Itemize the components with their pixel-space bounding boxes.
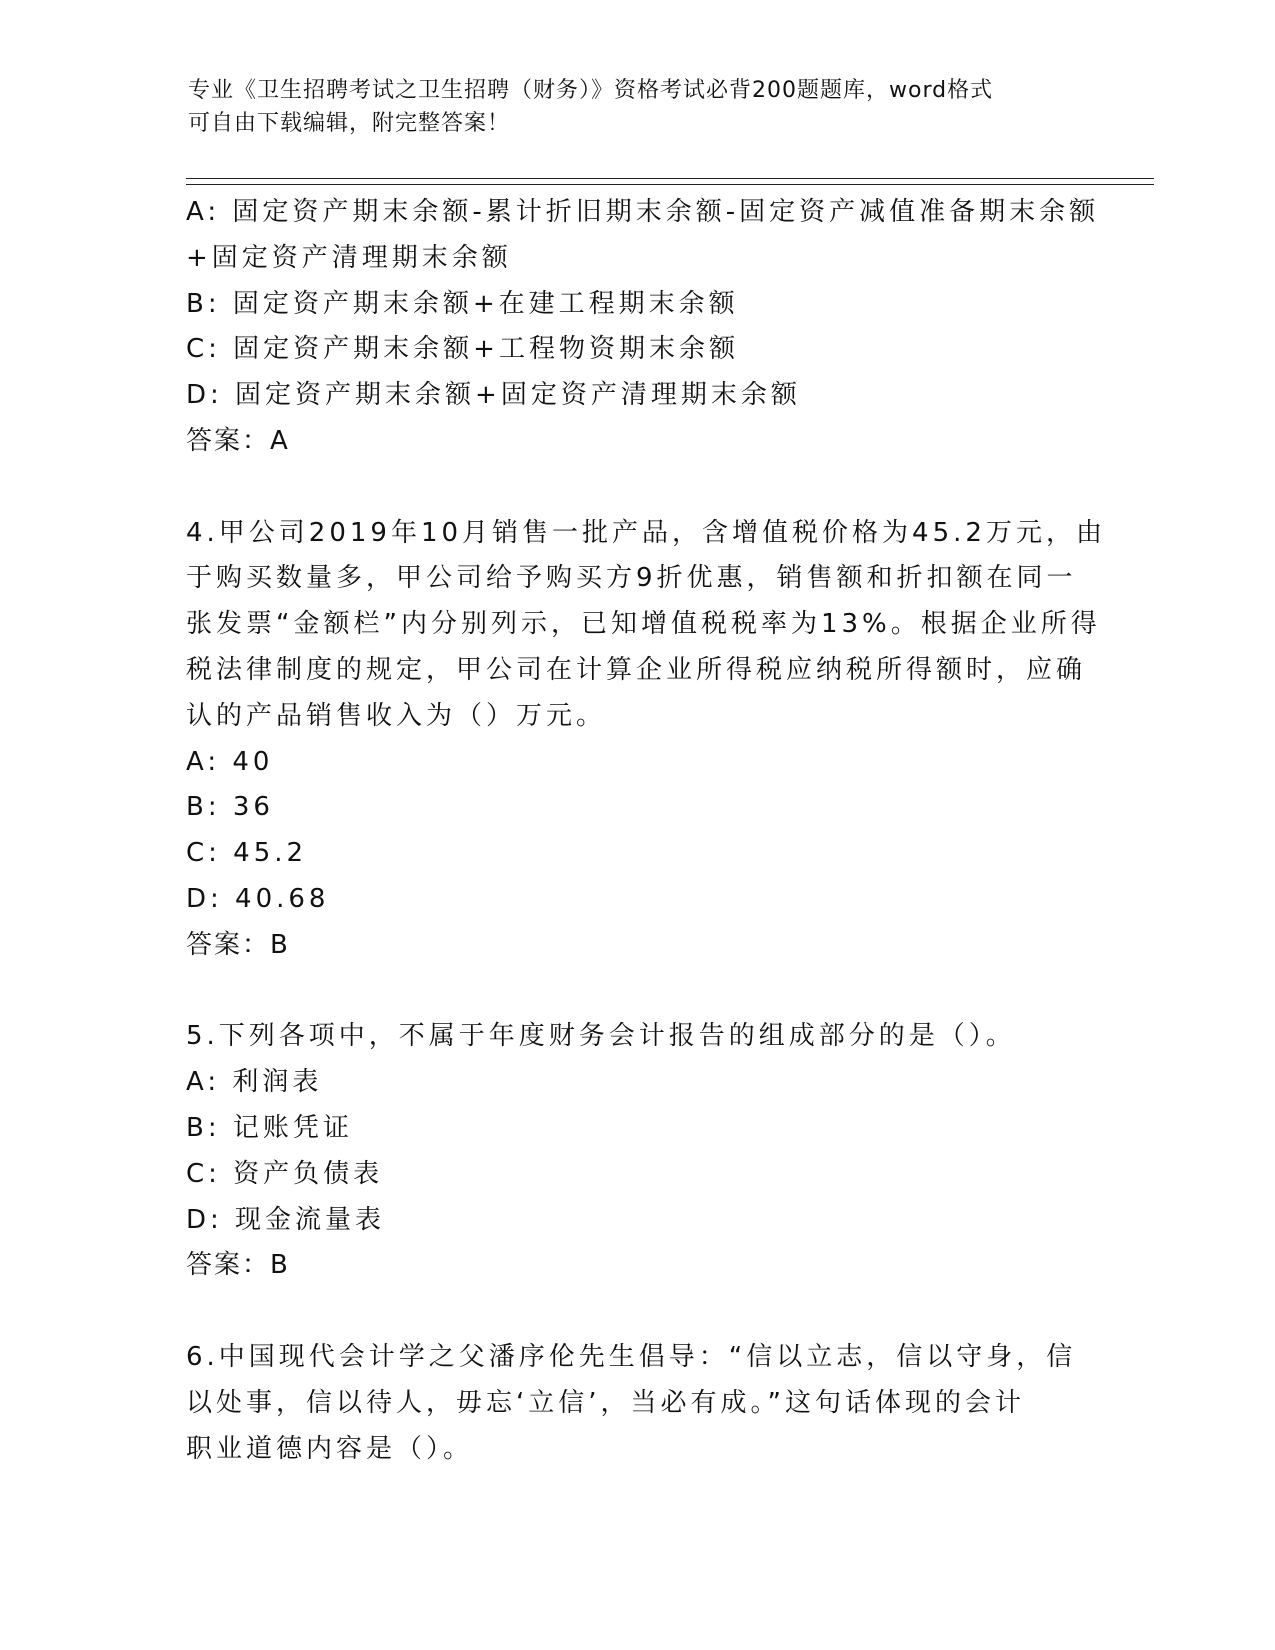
question-5-block: [186, 1014, 1086, 1289]
q4-option-b: B: 36: [186, 792, 274, 823]
q6-stem-line-2: 以处事，信以待人，毋忘‘立信’，当必有成。”这句话体现的会计: [186, 1387, 1025, 1418]
q4-option-c: C: 45.2: [186, 838, 308, 869]
question-3-block: [186, 190, 1100, 465]
header-line-2: 可自由下载编辑，附完整答案！: [188, 111, 511, 136]
q5-answer: 答案：B: [186, 1250, 290, 1281]
q4-answer: 答案：B: [186, 929, 290, 960]
spacer: [186, 969, 1086, 1015]
question-content: [186, 190, 1106, 1472]
q4-stem-line-5: 认的产品销售收入为（）万元。: [186, 700, 607, 731]
q3-option-a-line-1: A: 固定资产期末余额-累计折旧期末余额-固定资产减值准备期末余额: [186, 197, 1100, 227]
q3-option-a-line-2: +固定资产清理期末余额: [186, 242, 512, 273]
document-header: [188, 74, 1088, 140]
header-divider-bottom: [186, 184, 1154, 185]
q6-stem-line-1: 6.中国现代会计学之父潘序伦先生倡导：“信以立志，信以守身，信: [186, 1341, 1077, 1372]
header-line-1: 专业《卫生招聘考试之卫生招聘（财务）》资格考试必背200题题库，word格式: [188, 78, 994, 103]
q4-stem-line-4: 税法律制度的规定，甲公司在计算企业所得税应纳税所得额时，应确: [186, 654, 1087, 685]
q3-option-d: D: 固定资产期末余额+固定资产清理期末余额: [186, 380, 801, 411]
q5-stem-line-1: 5.下列各项中，不属于年度财务会计报告的组成部分的是（）。: [186, 1021, 1016, 1052]
q4-stem-line-1: 4.甲公司2019年10月销售一批产品，含增值税价格为45.2万元，由: [186, 517, 1106, 548]
q5-option-c: C: 资产负债表: [186, 1158, 384, 1189]
q5-option-b: B: 记账凭证: [186, 1112, 353, 1143]
q6-stem-line-3: 职业道德内容是（）。: [186, 1433, 474, 1464]
spacer: [186, 465, 1086, 511]
q3-answer: 答案：A: [186, 425, 290, 456]
question-6-block: [186, 1335, 1086, 1472]
header-divider-top: [186, 178, 1154, 179]
spacer: [186, 1289, 1086, 1335]
q3-option-c: C: 固定资产期末余额+工程物资期末余额: [186, 334, 739, 365]
q4-stem-line-2: 于购买数量多，甲公司给予购买方9折优惠，销售额和折扣额在同一: [186, 563, 1077, 594]
q4-option-a: A: 40: [186, 746, 274, 777]
q3-option-b: B: 固定资产期末余额+在建工程期末余额: [186, 288, 739, 319]
q4-option-d: D: 40.68: [186, 883, 330, 914]
q4-stem-line-3: 张发票“金额栏”内分别列示，已知增值税税率为13%。根据企业所得: [186, 609, 1101, 640]
q5-option-d: D: 现金流量表: [186, 1204, 386, 1235]
q5-option-a: A: 利润表: [186, 1067, 323, 1098]
question-4-block: [186, 511, 1106, 969]
